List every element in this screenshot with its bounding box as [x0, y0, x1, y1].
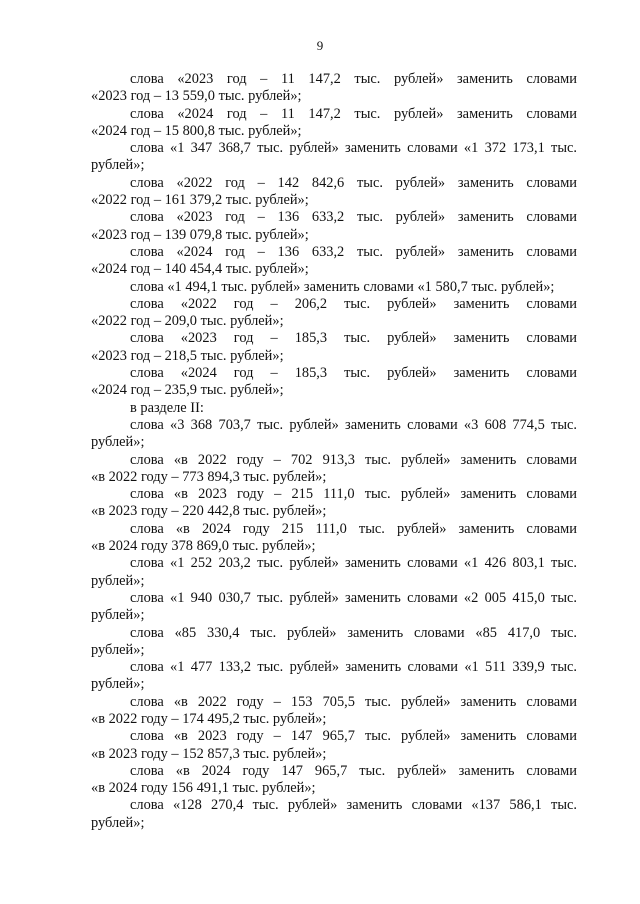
amendment-paragraph — [91, 106, 577, 141]
paragraph-line: слова «2023 год – 11 147,2 тыс. рублей» заменить словами — [130, 71, 577, 87]
amendment-paragraph — [91, 400, 577, 417]
paragraph-line: слова «в 2023 году – 147 965,7 тыс. рублей» заменить словами — [130, 728, 577, 745]
paragraph-line: рублей»; — [91, 676, 145, 693]
paragraph-line: «в 2024 году 378 869,0 тыс. рублей»; — [91, 538, 316, 555]
page-number: 9 — [316, 38, 324, 53]
amendment-paragraph — [91, 244, 577, 279]
amendment-paragraph — [91, 521, 577, 556]
paragraph-line: «2022 год – 209,0 тыс. рублей»; — [91, 313, 284, 330]
amendment-paragraph — [91, 694, 577, 729]
amendment-paragraph — [91, 71, 577, 106]
amendment-paragraph — [91, 279, 577, 296]
paragraph-line: «в 2023 году – 152 857,3 тыс. рублей»; — [91, 745, 327, 762]
paragraph-line: слова «2024 год – 11 147,2 тыс. рублей» заменить словами — [130, 105, 577, 122]
amendment-paragraph — [91, 417, 577, 452]
paragraph-line: в разделе II: — [130, 399, 204, 416]
paragraph-line: «2023 год – 13 559,0 тыс. рублей»; — [91, 88, 302, 105]
paragraph-line: слова «в 2024 году 147 965,7 тыс. рублей» заменить словами — [130, 762, 577, 779]
amendment-paragraph — [91, 330, 577, 365]
paragraph-line: слова «2023 год – 185,3 тыс. рублей» заменить словами — [130, 330, 577, 347]
paragraph-line: рублей»; — [91, 157, 145, 174]
paragraph-line: «в 2022 году – 174 495,2 тыс. рублей»; — [91, 710, 327, 727]
amendment-paragraph — [91, 365, 577, 400]
paragraph-line: «в 2023 году – 220 442,8 тыс. рублей»; — [91, 503, 327, 520]
paragraph-line: «2024 год – 15 800,8 тыс. рублей»; — [91, 122, 302, 139]
paragraph-line: рублей»; — [91, 572, 145, 589]
paragraph-line: слова «в 2022 году – 153 705,5 тыс. рублей» заменить словами — [130, 693, 577, 710]
paragraph-line: слова «в 2024 году 215 111,0 тыс. рублей» заменить словами — [130, 520, 577, 537]
paragraph-line: рублей»; — [91, 434, 145, 451]
paragraph-line: «2024 год – 235,9 тыс. рублей»; — [91, 382, 284, 399]
paragraph-line: «в 2024 году 156 491,1 тыс. рублей»; — [91, 780, 316, 797]
amendment-paragraph — [91, 728, 577, 763]
paragraph-line: слова «2022 год – 206,2 тыс. рублей» заменить словами — [130, 295, 577, 312]
paragraph-line: «2023 год – 139 079,8 тыс. рублей»; — [91, 226, 309, 243]
paragraph-line: слова «2023 год – 136 633,2 тыс. рублей» заменить словами — [130, 209, 577, 226]
amendment-paragraph — [91, 486, 577, 521]
amendment-paragraph — [91, 209, 577, 244]
amendment-paragraph — [91, 659, 577, 694]
amendment-paragraph — [91, 296, 577, 331]
amendment-paragraph — [91, 590, 577, 625]
amendment-paragraph — [91, 140, 577, 175]
paragraph-line: слова «1 477 133,2 тыс. рублей» заменить словами «1 511 339,9 тыс. — [130, 659, 577, 676]
amendment-paragraph — [91, 763, 577, 798]
amendment-paragraph — [91, 175, 577, 210]
paragraph-line: слова «1 494,1 тыс. рублей» заменить словами «1 580,7 тыс. рублей»; — [130, 278, 555, 295]
paragraph-line: слова «2024 год – 185,3 тыс. рублей» заменить словами — [130, 365, 577, 382]
paragraph-line: «2023 год – 218,5 тыс. рублей»; — [91, 347, 284, 364]
paragraph-line: слова «85 330,4 тыс. рублей» заменить словами «85 417,0 тыс. — [130, 624, 577, 641]
paragraph-line: слова «1 252 203,2 тыс. рублей» заменить словами «1 426 803,1 тыс. — [130, 555, 577, 572]
paragraph-line: слова «1 940 030,7 тыс. рублей» заменить словами «2 005 415,0 тыс. — [130, 589, 577, 606]
paragraph-line: «2022 год – 161 379,2 тыс. рублей»; — [91, 192, 309, 209]
paragraph-line: рублей»; — [91, 607, 145, 624]
amendment-paragraph — [91, 452, 577, 487]
paragraph-line: слова «в 2023 году – 215 111,0 тыс. рублей» заменить словами — [130, 486, 577, 503]
paragraph-line: слова «3 368 703,7 тыс. рублей» заменить словами «3 608 774,5 тыс. — [130, 416, 577, 433]
amendment-paragraph — [91, 797, 577, 832]
paragraph-line: рублей»; — [91, 814, 145, 831]
amendment-paragraph — [91, 625, 577, 660]
paragraph-line: «в 2022 году – 773 894,3 тыс. рублей»; — [91, 468, 327, 485]
paragraph-line: слова «128 270,4 тыс. рублей» заменить словами «137 586,1 тыс. — [130, 797, 577, 814]
document-body — [91, 71, 577, 832]
paragraph-line: слова «2022 год – 142 842,6 тыс. рублей» заменить словами — [130, 174, 577, 191]
paragraph-line: рублей»; — [91, 641, 145, 658]
amendment-paragraph — [91, 555, 577, 590]
paragraph-line: слова «в 2022 году – 702 913,3 тыс. рублей» заменить словами — [130, 451, 577, 468]
paragraph-line: слова «1 347 368,7 тыс. рублей» заменить словами «1 372 173,1 тыс. — [130, 140, 577, 157]
paragraph-line: слова «2024 год – 136 633,2 тыс. рублей» заменить словами — [130, 243, 577, 260]
paragraph-line: «2024 год – 140 454,4 тыс. рублей»; — [91, 261, 309, 278]
